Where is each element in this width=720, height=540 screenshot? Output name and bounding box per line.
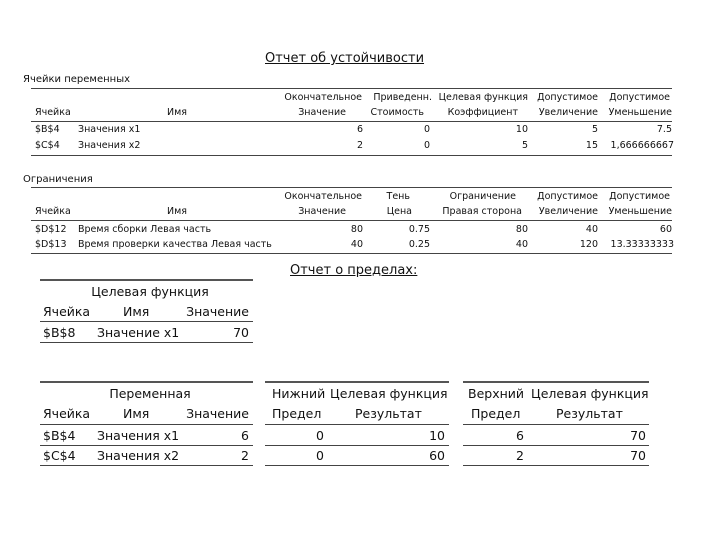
con-header-decrease-1: Допустимое [609, 191, 670, 202]
objective-header-line [40, 321, 253, 322]
limits-report-title: Отчет о пределах: [290, 263, 418, 278]
con-row-shadow: 0.75 [408, 224, 430, 235]
variable-row-name: Значения x1 [97, 428, 180, 443]
con-row-cell: $D$12 [35, 224, 67, 235]
var-header-objective-1: Целевая функция [438, 92, 528, 103]
variable-bottom-line [40, 465, 253, 466]
objective-col-cell: Ячейка [43, 304, 91, 319]
lower-header-limit-2: Предел [272, 406, 322, 421]
upper-top-line [463, 381, 649, 383]
variable-row-cell: $B$4 [43, 428, 76, 443]
var-row-decrease: 7.5 [656, 124, 672, 135]
constraints-bottom-line [31, 253, 672, 254]
var-header-decrease-1: Допустимое [609, 92, 670, 103]
var-header-final-2: Значение [298, 107, 346, 118]
con-row-cell: $D$13 [35, 239, 67, 250]
upper-row-line [463, 445, 649, 446]
variable-row-line [40, 445, 253, 446]
con-header-final-2: Значение [298, 206, 346, 217]
upper-bottom-line [463, 465, 649, 466]
objective-top-line [40, 279, 253, 281]
lower-row-result: 10 [429, 428, 445, 443]
upper-row-result: 70 [630, 428, 646, 443]
con-row-name: Время проверки качества Левая часть [78, 239, 272, 250]
con-header-final-1: Окончательное [284, 191, 362, 202]
lower-top-line [265, 381, 449, 383]
con-row-name: Время сборки Левая часть [78, 224, 212, 235]
con-row-rhs: 40 [515, 239, 528, 250]
var-row-objective: 10 [515, 124, 528, 135]
variable-row-value: 2 [241, 448, 249, 463]
variable-row-cell: $C$4 [43, 448, 76, 463]
var-row-name: Значения x1 [78, 124, 141, 135]
var-header-reduced-2: Стоимость [370, 107, 424, 118]
var-row-cell: $B$4 [35, 124, 60, 135]
con-row-increase: 40 [585, 224, 598, 235]
upper-header-limit-2: Предел [471, 406, 521, 421]
upper-header-line [463, 424, 649, 425]
con-header-decrease-2: Уменьшение [608, 206, 672, 217]
variables-header-line [31, 121, 672, 122]
con-header-name: Имя [167, 206, 187, 217]
var-header-final-1: Окончательное [284, 92, 362, 103]
objective-row-name: Значение x1 [97, 325, 180, 340]
lower-row-limit: 0 [316, 428, 324, 443]
var-header-name: Имя [167, 107, 187, 118]
con-header-rhs-1: Ограничение [449, 191, 516, 202]
variable-header-line [40, 424, 253, 425]
var-row-objective: 5 [521, 140, 528, 151]
var-header-decrease-2: Уменьшение [608, 107, 672, 118]
con-row-rhs: 80 [515, 224, 528, 235]
var-header-reduced-1: Приведенн. [373, 92, 432, 103]
upper-row-result: 70 [630, 448, 646, 463]
upper-row-limit: 2 [516, 448, 524, 463]
con-row-final: 40 [350, 239, 363, 250]
con-row-final: 80 [350, 224, 363, 235]
lower-header-line [265, 424, 449, 425]
variable-row-value: 6 [241, 428, 249, 443]
objective-row-value: 70 [233, 325, 249, 340]
lower-row-result: 60 [429, 448, 445, 463]
constraints-top-line [31, 187, 672, 188]
variables-top-line [31, 88, 672, 89]
upper-header-limit-1: Верхний [468, 386, 525, 401]
con-header-cell: Ячейка [35, 206, 71, 217]
variable-col-cell: Ячейка [43, 406, 91, 421]
var-row-decrease: 1,666666667 [610, 140, 674, 151]
variables-bottom-line [31, 155, 672, 156]
stability-report-title: Отчет об устойчивости [265, 51, 425, 66]
upper-header-result-2: Результат [556, 406, 623, 421]
var-row-reduced: 0 [423, 140, 430, 151]
constraints-section-label: Ограничения [23, 174, 93, 185]
var-header-increase-1: Допустимое [537, 92, 598, 103]
var-row-increase: 15 [585, 140, 598, 151]
var-row-cell: $C$4 [35, 140, 60, 151]
con-row-shadow: 0.25 [408, 239, 430, 250]
con-header-shadow-2: Цена [386, 206, 412, 217]
con-row-decrease: 13.33333333 [610, 239, 674, 250]
lower-row-limit: 0 [316, 448, 324, 463]
objective-bottom-line [40, 342, 253, 343]
lower-bottom-line [265, 465, 449, 466]
var-header-cell: Ячейка [35, 107, 71, 118]
objective-row-cell: $B$8 [43, 325, 76, 340]
constraints-header-line [31, 220, 672, 221]
var-header-increase-2: Увеличение [538, 107, 598, 118]
objective-header-top: Целевая функция [91, 284, 209, 299]
variable-col-value: Значение [186, 406, 249, 421]
lower-header-result-1: Целевая функция [330, 386, 448, 401]
var-row-final: 2 [356, 140, 363, 151]
upper-row-limit: 6 [516, 428, 524, 443]
objective-col-name: Имя [123, 304, 150, 319]
var-row-name: Значения x2 [78, 140, 141, 151]
con-header-shadow-1: Тень [386, 191, 410, 202]
upper-header-result-1: Целевая функция [531, 386, 649, 401]
con-header-increase-1: Допустимое [537, 191, 598, 202]
variable-row-name: Значения x2 [97, 448, 180, 463]
lower-header-result-2: Результат [355, 406, 422, 421]
var-row-increase: 5 [591, 124, 598, 135]
objective-col-value: Значение [186, 304, 249, 319]
lower-row-line [265, 445, 449, 446]
var-row-reduced: 0 [423, 124, 430, 135]
con-header-rhs-2: Правая сторона [442, 206, 522, 217]
con-row-increase: 120 [579, 239, 598, 250]
variable-col-name: Имя [123, 406, 150, 421]
var-row-final: 6 [356, 124, 363, 135]
variable-top-line [40, 381, 253, 383]
var-header-objective-2: Коэффициент [447, 107, 518, 118]
con-row-decrease: 60 [659, 224, 672, 235]
variable-header-top: Переменная [109, 386, 191, 401]
lower-header-limit-1: Нижний [272, 386, 326, 401]
con-header-increase-2: Увеличение [538, 206, 598, 217]
variables-section-label: Ячейки переменных [23, 74, 131, 85]
